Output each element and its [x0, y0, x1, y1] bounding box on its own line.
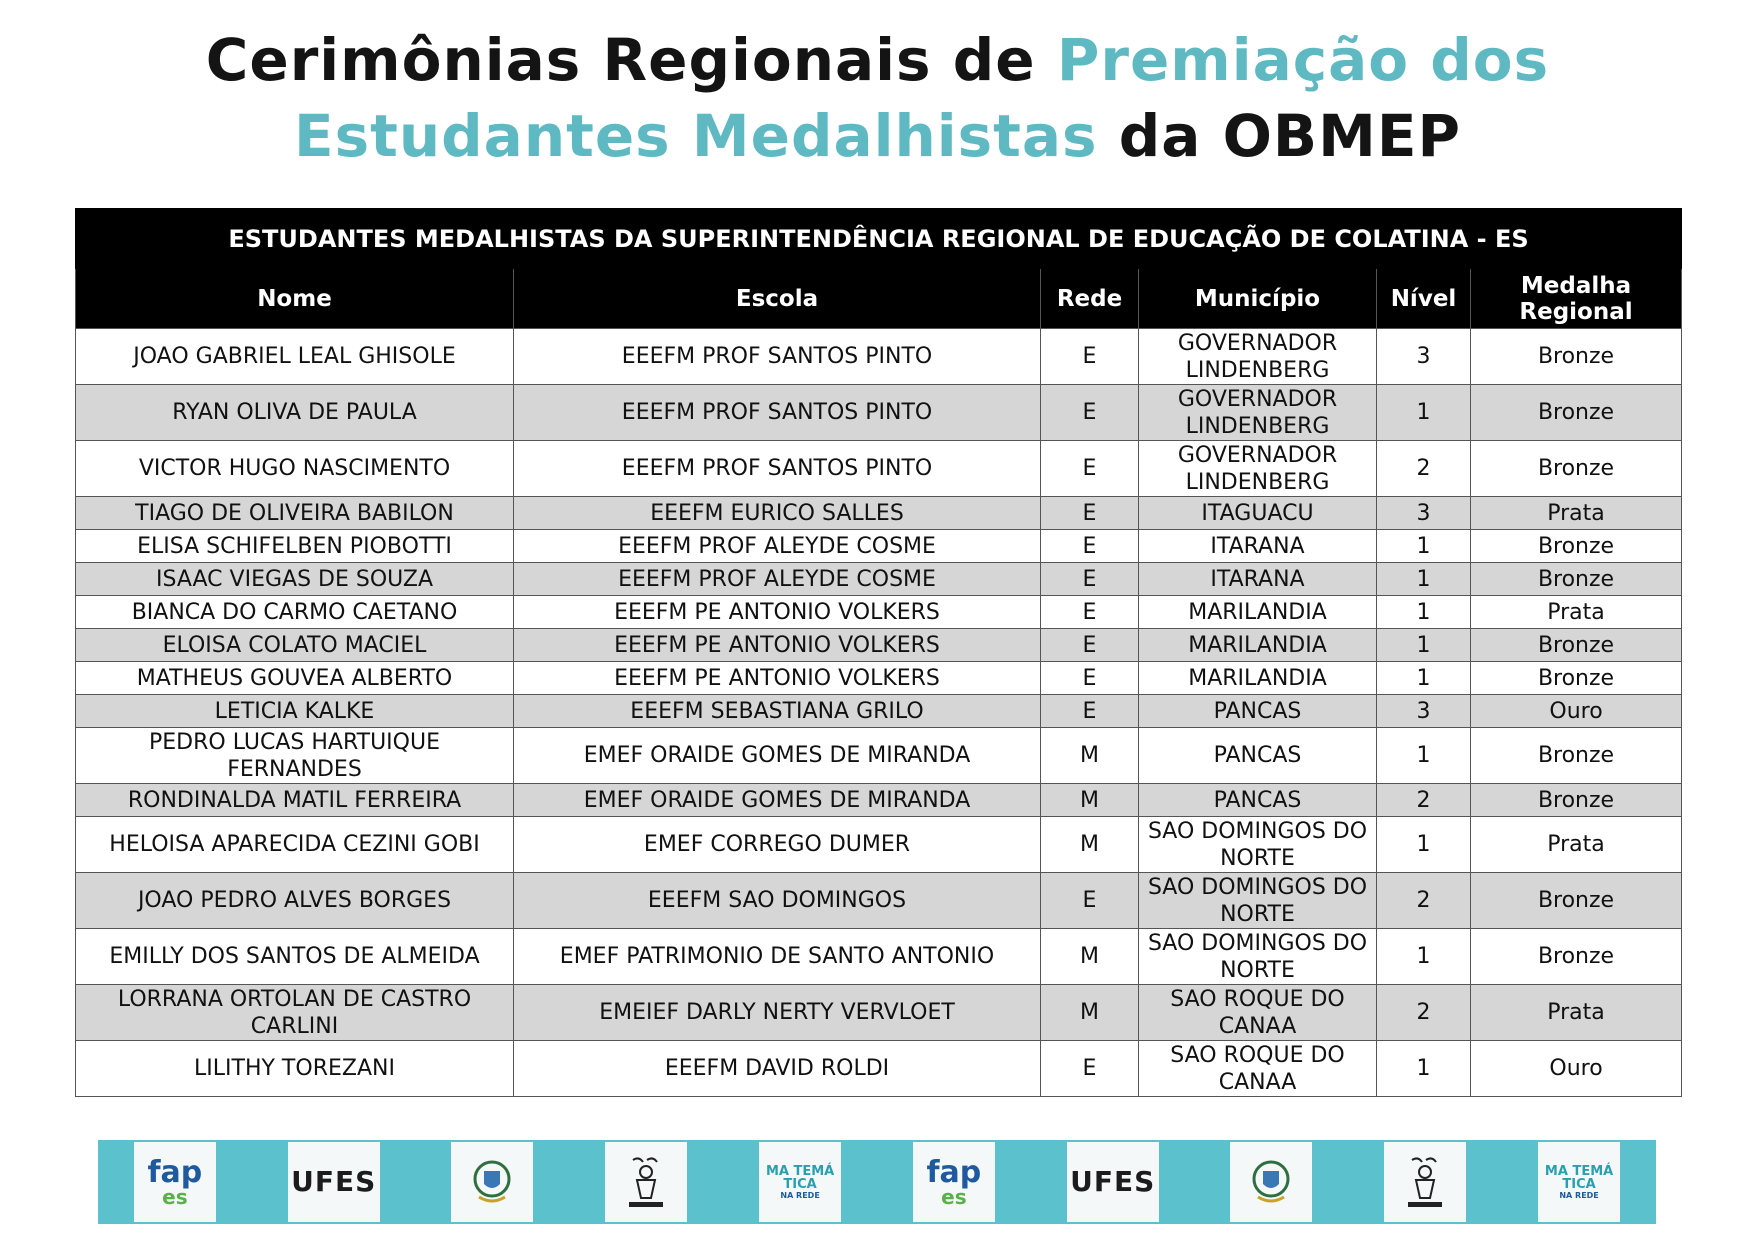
cell-municipio: PANCAS [1139, 784, 1377, 817]
title-teal-part: Premiação dos [1056, 26, 1550, 94]
cell-nivel: 2 [1377, 441, 1471, 497]
cell-escola: EMEIEF DARLY NERTY VERVLOET [514, 985, 1041, 1041]
column-header-escola: Escola [514, 269, 1041, 329]
medalists-table [75, 208, 1682, 1097]
ufes-logo [288, 1142, 380, 1222]
cell-nivel: 1 [1377, 563, 1471, 596]
cell-nivel: 1 [1377, 929, 1471, 985]
cell-medalha: Bronze [1471, 728, 1682, 784]
cell-rede: M [1041, 985, 1139, 1041]
cell-medalha: Prata [1471, 596, 1682, 629]
table-row [76, 530, 1682, 563]
cell-medalha: Ouro [1471, 695, 1682, 728]
cell-nivel: 2 [1377, 873, 1471, 929]
coat-of-arms-icon [1248, 1157, 1294, 1207]
cell-nome: ISAAC VIEGAS DE SOUZA [76, 563, 514, 596]
column-header-nome: Nome [76, 269, 514, 329]
table-caption: ESTUDANTES MEDALHISTAS DA SUPERINTENDÊNCIA REGIONAL DE EDUCAÇÃO DE COLATINA - ES [76, 209, 1682, 269]
obmep-figure-icon [1400, 1154, 1450, 1210]
table-row [76, 596, 1682, 629]
cell-municipio: MARILANDIA [1139, 596, 1377, 629]
ufes-logo-text: UFES [1070, 1165, 1156, 1198]
cell-escola: EEEFM PROF SANTOS PINTO [514, 329, 1041, 385]
cell-nome: JOAO GABRIEL LEAL GHISOLE [76, 329, 514, 385]
fapes-logo-sub: es [941, 1185, 967, 1209]
cell-rede: E [1041, 563, 1139, 596]
cell-medalha: Prata [1471, 497, 1682, 530]
cell-rede: M [1041, 817, 1139, 873]
cell-municipio: PANCAS [1139, 728, 1377, 784]
sponsor-logo-strip [98, 1140, 1656, 1224]
governo-es-coat-of-arms-logo [451, 1142, 533, 1222]
cell-rede: E [1041, 329, 1139, 385]
cell-rede: M [1041, 929, 1139, 985]
cell-nome: BIANCA DO CARMO CAETANO [76, 596, 514, 629]
cell-nome: RYAN OLIVA DE PAULA [76, 385, 514, 441]
cell-escola: EMEF ORAIDE GOMES DE MIRANDA [514, 784, 1041, 817]
cell-escola: EEEFM PROF SANTOS PINTO [514, 385, 1041, 441]
table-row [76, 497, 1682, 530]
column-header-medalha: Medalha Regional [1471, 269, 1682, 329]
cell-nome: LILITHY TOREZANI [76, 1041, 514, 1097]
medalists-table-container [75, 208, 1681, 1097]
matematica-na-rede-logo [1538, 1142, 1620, 1222]
cell-nome: TIAGO DE OLIVEIRA BABILON [76, 497, 514, 530]
fapes-logo-sub: es [162, 1185, 188, 1209]
cell-nome: EMILLY DOS SANTOS DE ALMEIDA [76, 929, 514, 985]
cell-municipio: PANCAS [1139, 695, 1377, 728]
cell-nome: PEDRO LUCAS HARTUIQUE FERNANDES [76, 728, 514, 784]
cell-nivel: 1 [1377, 629, 1471, 662]
fapes-logo [913, 1142, 995, 1222]
column-header-municipio: Município [1139, 269, 1377, 329]
cell-rede: E [1041, 530, 1139, 563]
cell-rede: M [1041, 784, 1139, 817]
cell-nivel: 2 [1377, 784, 1471, 817]
column-header-nivel: Nível [1377, 269, 1471, 329]
matematica-logo-text: MA TEMÁ TICA [765, 1163, 835, 1192]
table-row [76, 441, 1682, 497]
cell-medalha: Bronze [1471, 629, 1682, 662]
fapes-logo-text: fap [926, 1155, 982, 1190]
cell-medalha: Bronze [1471, 441, 1682, 497]
cell-nivel: 1 [1377, 817, 1471, 873]
table-row [76, 817, 1682, 873]
table-row [76, 929, 1682, 985]
cell-escola: EMEF PATRIMONIO DE SANTO ANTONIO [514, 929, 1041, 985]
ufes-logo [1067, 1142, 1159, 1222]
cell-medalha: Bronze [1471, 929, 1682, 985]
cell-escola: EEEFM PROF SANTOS PINTO [514, 441, 1041, 497]
fapes-logo [134, 1142, 216, 1222]
cell-municipio: SAO ROQUE DO CANAA [1139, 985, 1377, 1041]
cell-nivel: 1 [1377, 1041, 1471, 1097]
cell-municipio: SAO DOMINGOS DO NORTE [1139, 873, 1377, 929]
cell-nome: RONDINALDA MATIL FERREIRA [76, 784, 514, 817]
table-row [76, 329, 1682, 385]
cell-nome: ELISA SCHIFELBEN PIOBOTTI [76, 530, 514, 563]
cell-rede: E [1041, 629, 1139, 662]
obmep-figure-icon [621, 1154, 671, 1210]
cell-nivel: 1 [1377, 596, 1471, 629]
matematica-logo-text: MA TEMÁ TICA [1544, 1163, 1614, 1192]
cell-municipio: SAO DOMINGOS DO NORTE [1139, 817, 1377, 873]
table-row [76, 629, 1682, 662]
cell-medalha: Prata [1471, 817, 1682, 873]
governo-es-coat-of-arms-logo [1230, 1142, 1312, 1222]
table-row [76, 563, 1682, 596]
cell-nome: MATHEUS GOUVEA ALBERTO [76, 662, 514, 695]
cell-escola: EEEFM PE ANTONIO VOLKERS [514, 662, 1041, 695]
cell-medalha: Bronze [1471, 563, 1682, 596]
cell-medalha: Bronze [1471, 662, 1682, 695]
fapes-logo-text: fap [147, 1155, 203, 1190]
cell-municipio: SAO ROQUE DO CANAA [1139, 1041, 1377, 1097]
cell-escola: EMEF ORAIDE GOMES DE MIRANDA [514, 728, 1041, 784]
cell-rede: E [1041, 662, 1139, 695]
ufes-logo-text: UFES [291, 1165, 377, 1198]
table-row [76, 1041, 1682, 1097]
cell-medalha: Bronze [1471, 530, 1682, 563]
cell-nome: LORRANA ORTOLAN DE CASTRO CARLINI [76, 985, 514, 1041]
table-row [76, 784, 1682, 817]
cell-escola: EEEFM PE ANTONIO VOLKERS [514, 596, 1041, 629]
coat-of-arms-icon [469, 1157, 515, 1207]
cell-nivel: 1 [1377, 385, 1471, 441]
obmep-logo [605, 1142, 687, 1222]
cell-municipio: GOVERNADOR LINDENBERG [1139, 385, 1377, 441]
cell-municipio: SAO DOMINGOS DO NORTE [1139, 929, 1377, 985]
cell-escola: EEEFM PROF ALEYDE COSME [514, 563, 1041, 596]
table-row [76, 985, 1682, 1041]
cell-nivel: 3 [1377, 497, 1471, 530]
cell-nome: ELOISA COLATO MACIEL [76, 629, 514, 662]
cell-escola: EEEFM PE ANTONIO VOLKERS [514, 629, 1041, 662]
table-row [76, 873, 1682, 929]
cell-municipio: GOVERNADOR LINDENBERG [1139, 329, 1377, 385]
title-dark-part: Cerimônias Regionais de [205, 26, 1036, 94]
obmep-logo [1384, 1142, 1466, 1222]
title-line-1 [0, 22, 1755, 98]
cell-escola: EEEFM SEBASTIANA GRILO [514, 695, 1041, 728]
cell-rede: E [1041, 873, 1139, 929]
cell-nivel: 1 [1377, 728, 1471, 784]
cell-nivel: 3 [1377, 329, 1471, 385]
cell-rede: E [1041, 596, 1139, 629]
cell-rede: E [1041, 385, 1139, 441]
cell-nome: VICTOR HUGO NASCIMENTO [76, 441, 514, 497]
column-header-rede: Rede [1041, 269, 1139, 329]
cell-nome: LETICIA KALKE [76, 695, 514, 728]
cell-municipio: MARILANDIA [1139, 662, 1377, 695]
title-line-2 [0, 98, 1755, 174]
matematica-logo-sub: NA REDE [780, 1190, 820, 1200]
title-teal-part: Estudantes Medalhistas [294, 102, 1098, 170]
cell-medalha: Prata [1471, 985, 1682, 1041]
matematica-logo-sub: NA REDE [1559, 1190, 1599, 1200]
cell-medalha: Bronze [1471, 385, 1682, 441]
cell-rede: E [1041, 441, 1139, 497]
cell-municipio: MARILANDIA [1139, 629, 1377, 662]
cell-medalha: Ouro [1471, 1041, 1682, 1097]
cell-nome: HELOISA APARECIDA CEZINI GOBI [76, 817, 514, 873]
cell-rede: M [1041, 728, 1139, 784]
cell-rede: E [1041, 1041, 1139, 1097]
table-row [76, 385, 1682, 441]
cell-escola: EEEFM SAO DOMINGOS [514, 873, 1041, 929]
table-row [76, 662, 1682, 695]
cell-rede: E [1041, 695, 1139, 728]
cell-medalha: Bronze [1471, 784, 1682, 817]
cell-municipio: GOVERNADOR LINDENBERG [1139, 441, 1377, 497]
cell-nome: JOAO PEDRO ALVES BORGES [76, 873, 514, 929]
cell-nivel: 1 [1377, 662, 1471, 695]
cell-medalha: Bronze [1471, 873, 1682, 929]
table-header-row [76, 269, 1682, 329]
cell-nivel: 1 [1377, 530, 1471, 563]
cell-nivel: 3 [1377, 695, 1471, 728]
table-body [76, 329, 1682, 1097]
cell-escola: EMEF CORREGO DUMER [514, 817, 1041, 873]
cell-medalha: Bronze [1471, 329, 1682, 385]
cell-nivel: 2 [1377, 985, 1471, 1041]
matematica-na-rede-logo [759, 1142, 841, 1222]
cell-municipio: ITARANA [1139, 530, 1377, 563]
cell-escola: EEEFM PROF ALEYDE COSME [514, 530, 1041, 563]
cell-escola: EEEFM DAVID ROLDI [514, 1041, 1041, 1097]
table-row [76, 695, 1682, 728]
table-row [76, 728, 1682, 784]
page-title [0, 22, 1755, 174]
cell-escola: EEEFM EURICO SALLES [514, 497, 1041, 530]
cell-municipio: ITARANA [1139, 563, 1377, 596]
cell-municipio: ITAGUACU [1139, 497, 1377, 530]
title-dark-part: da OBMEP [1118, 102, 1461, 170]
cell-rede: E [1041, 497, 1139, 530]
